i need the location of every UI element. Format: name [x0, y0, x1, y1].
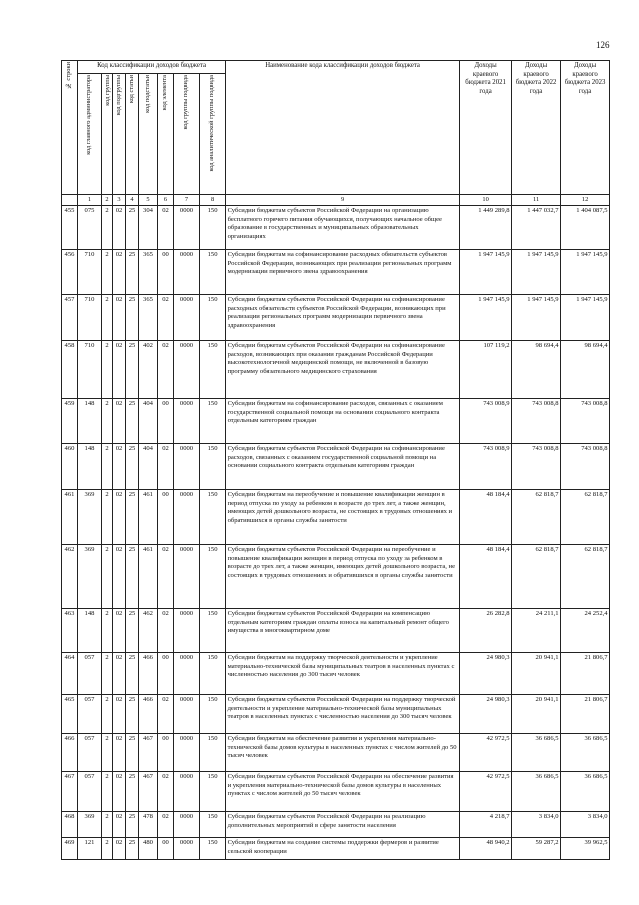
- cell-article-code: 25: [126, 545, 139, 609]
- cell-subgroup-code: 02: [113, 545, 126, 609]
- cell-income-2021: 743 008,9: [460, 399, 512, 444]
- cell-group-code: 2: [102, 206, 113, 250]
- cell-subarticle-code: 304: [139, 206, 158, 250]
- cell-income-2023: 21 806,7: [561, 653, 610, 695]
- cell-element-code: 00: [158, 250, 174, 295]
- column-number-blank: [62, 195, 78, 206]
- cell-element-code: 00: [158, 399, 174, 444]
- cell-income-2021: 4 218,7: [460, 812, 512, 838]
- cell-analytic-code: 150: [200, 838, 226, 860]
- cell-income-2021: 48 184,4: [460, 490, 512, 545]
- cell-group-code: 2: [102, 772, 113, 812]
- cell-analytic-code: 150: [200, 609, 226, 653]
- cell-subarticle-code: 402: [139, 341, 158, 399]
- header-row-number: № строки: [62, 61, 78, 195]
- cell-article-code: 25: [126, 812, 139, 838]
- cell-analytic-code: 150: [200, 490, 226, 545]
- cell-group-code: 2: [102, 734, 113, 772]
- cell-name: Субсидии бюджетам на переобучение и повышение квалификации женщин в период отпуска по уходу за ребенком в возрасте до трех лет, а также женщин, имеющих детей дошкольного возраста, не состоящих в трудовых отношениях и обратившихся в органы службы занятости: [226, 490, 460, 545]
- cell-name: Субсидии бюджетам на обеспечение развития и укрепления материально-технической базы домов культуры в населенных пунктах с числом жителей до 50 тысяч человек: [226, 734, 460, 772]
- cell-name: Субсидии бюджетам на софинансирование расходов, связанных с оказанием государственной социальной помощи на основании социального контракта отдельным категориям граждан: [226, 399, 460, 444]
- cell-group-code: 2: [102, 399, 113, 444]
- cell-income-2023: 743 008,8: [561, 444, 610, 490]
- cell-row-number: 455: [62, 206, 78, 250]
- cell-income-2023: 36 686,5: [561, 734, 610, 772]
- table-row: [62, 444, 610, 490]
- cell-admin-code: 075: [78, 206, 102, 250]
- cell-admin-code: 057: [78, 734, 102, 772]
- cell-admin-code: 121: [78, 838, 102, 860]
- table-row: [62, 545, 610, 609]
- cell-admin-code: 148: [78, 444, 102, 490]
- cell-name: Субсидии бюджетам субъектов Российской Федерации на софинансирование расходов, связанных с оказанием государственной социальной помощи на основании социального контракта отдельным категориям граждан: [226, 444, 460, 490]
- cell-subarticle-code: 478: [139, 812, 158, 838]
- cell-subtype-code: 0000: [174, 490, 200, 545]
- header-code-analytic-group: код аналитической группы подвида: [200, 74, 226, 195]
- cell-name: Субсидии бюджетам субъектов Российской Федерации на компенсацию отдельным категориям граждан оплаты взноса на капитальный ремонт общего имущества в многоквартирном доме: [226, 609, 460, 653]
- cell-subtype-code: 0000: [174, 772, 200, 812]
- cell-element-code: 02: [158, 609, 174, 653]
- cell-element-code: 02: [158, 545, 174, 609]
- cell-subgroup-code: 02: [113, 734, 126, 772]
- cell-subarticle-code: 467: [139, 772, 158, 812]
- cell-income-2023: 39 962,5: [561, 838, 610, 860]
- cell-analytic-code: 150: [200, 295, 226, 341]
- cell-subgroup-code: 02: [113, 838, 126, 860]
- cell-group-code: 2: [102, 444, 113, 490]
- cell-group-code: 2: [102, 295, 113, 341]
- cell-income-2021: 26 282,8: [460, 609, 512, 653]
- cell-analytic-code: 150: [200, 206, 226, 250]
- header-income-2022: Доходы краевого бюджета 2022 года: [512, 61, 561, 195]
- header-code-element: код элемента: [158, 74, 174, 195]
- column-number: 8: [200, 195, 226, 206]
- cell-analytic-code: 150: [200, 250, 226, 295]
- cell-name: Субсидии бюджетам субъектов Российской Федерации на организацию бесплатного горячего питания обучающихся, получающих начальное общее образование в государственных и муниципальных образовательных организациях: [226, 206, 460, 250]
- cell-article-code: 25: [126, 772, 139, 812]
- cell-row-number: 461: [62, 490, 78, 545]
- cell-income-2022: 20 941,1: [512, 695, 561, 734]
- cell-income-2022: 98 694,4: [512, 341, 561, 399]
- cell-analytic-code: 150: [200, 734, 226, 772]
- cell-income-2021: 48 184,4: [460, 545, 512, 609]
- cell-income-2021: 42 972,5: [460, 772, 512, 812]
- cell-admin-code: 057: [78, 653, 102, 695]
- cell-subgroup-code: 02: [113, 250, 126, 295]
- cell-subgroup-code: 02: [113, 653, 126, 695]
- cell-income-2022: 1 447 032,7: [512, 206, 561, 250]
- cell-name: Субсидии бюджетам на поддержку творческой деятельности и укрепление материально-технической базы муниципальных театров в населенных пунктах с численностью населения до 300 тысяч человек: [226, 653, 460, 695]
- cell-income-2023: 3 834,0: [561, 812, 610, 838]
- table-row: [62, 695, 610, 734]
- cell-group-code: 2: [102, 609, 113, 653]
- cell-article-code: 25: [126, 838, 139, 860]
- cell-subtype-code: 0000: [174, 545, 200, 609]
- cell-income-2021: 107 119,2: [460, 341, 512, 399]
- cell-income-2023: 1 947 145,9: [561, 250, 610, 295]
- cell-article-code: 25: [126, 250, 139, 295]
- cell-subgroup-code: 02: [113, 399, 126, 444]
- cell-income-2023: 36 686,5: [561, 772, 610, 812]
- cell-income-2022: 62 818,7: [512, 490, 561, 545]
- page-number: 126: [596, 40, 610, 50]
- column-number: 5: [139, 195, 158, 206]
- cell-subgroup-code: 02: [113, 812, 126, 838]
- cell-element-code: 00: [158, 734, 174, 772]
- cell-income-2022: 743 008,8: [512, 444, 561, 490]
- column-number: 9: [226, 195, 460, 206]
- cell-subtype-code: 0000: [174, 838, 200, 860]
- cell-name: Субсидии бюджетам на создание системы поддержки фермеров и развитие сельской кооперации: [226, 838, 460, 860]
- cell-income-2023: 21 806,7: [561, 695, 610, 734]
- cell-element-code: 00: [158, 838, 174, 860]
- cell-article-code: 25: [126, 399, 139, 444]
- budget-revenue-table: [61, 60, 610, 860]
- cell-admin-code: 710: [78, 295, 102, 341]
- cell-element-code: 02: [158, 206, 174, 250]
- cell-element-code: 02: [158, 772, 174, 812]
- cell-admin-code: 148: [78, 399, 102, 444]
- cell-subarticle-code: 365: [139, 295, 158, 341]
- cell-group-code: 2: [102, 653, 113, 695]
- cell-income-2021: 743 008,9: [460, 444, 512, 490]
- cell-income-2022: 20 941,1: [512, 653, 561, 695]
- cell-income-2021: 1 449 289,8: [460, 206, 512, 250]
- cell-subtype-code: 0000: [174, 734, 200, 772]
- cell-article-code: 25: [126, 609, 139, 653]
- cell-income-2021: 24 980,3: [460, 653, 512, 695]
- table-row: [62, 609, 610, 653]
- cell-row-number: 467: [62, 772, 78, 812]
- cell-subtype-code: 0000: [174, 250, 200, 295]
- table-row: [62, 653, 610, 695]
- cell-income-2023: 62 818,7: [561, 545, 610, 609]
- cell-element-code: 00: [158, 653, 174, 695]
- cell-element-code: 00: [158, 490, 174, 545]
- cell-admin-code: 369: [78, 490, 102, 545]
- cell-subtype-code: 0000: [174, 695, 200, 734]
- cell-subgroup-code: 02: [113, 295, 126, 341]
- cell-income-2021: 24 980,3: [460, 695, 512, 734]
- cell-income-2022: 1 947 145,9: [512, 295, 561, 341]
- cell-group-code: 2: [102, 812, 113, 838]
- cell-income-2021: 48 940,2: [460, 838, 512, 860]
- cell-group-code: 2: [102, 490, 113, 545]
- header-code-group-col: код группы: [102, 74, 113, 195]
- cell-income-2021: 1 947 145,9: [460, 250, 512, 295]
- cell-name: Субсидии бюджетам субъектов Российской Федерации на софинансирование расходных обязательств субъектов Российской Федерации, возникающих при реализации региональных программ модернизации первичного звена здравоохранения: [226, 295, 460, 341]
- cell-article-code: 25: [126, 653, 139, 695]
- cell-group-code: 2: [102, 250, 113, 295]
- cell-row-number: 463: [62, 609, 78, 653]
- cell-income-2022: 24 211,1: [512, 609, 561, 653]
- cell-row-number: 457: [62, 295, 78, 341]
- column-number: 10: [460, 195, 512, 206]
- table-row: [62, 399, 610, 444]
- cell-analytic-code: 150: [200, 399, 226, 444]
- cell-income-2023: 1 947 145,9: [561, 295, 610, 341]
- cell-article-code: 25: [126, 444, 139, 490]
- cell-income-2021: 42 972,5: [460, 734, 512, 772]
- cell-analytic-code: 150: [200, 812, 226, 838]
- cell-admin-code: 369: [78, 812, 102, 838]
- table-row: [62, 250, 610, 295]
- cell-row-number: 456: [62, 250, 78, 295]
- header-name: Наименование кода классификации доходов бюджета: [226, 61, 460, 195]
- cell-subgroup-code: 02: [113, 695, 126, 734]
- column-number: 4: [126, 195, 139, 206]
- cell-row-number: 462: [62, 545, 78, 609]
- cell-analytic-code: 150: [200, 444, 226, 490]
- cell-subtype-code: 0000: [174, 341, 200, 399]
- header-code-group: Код классификации доходов бюджета: [78, 61, 226, 74]
- cell-admin-code: 369: [78, 545, 102, 609]
- cell-analytic-code: 150: [200, 341, 226, 399]
- cell-admin-code: 057: [78, 695, 102, 734]
- cell-article-code: 25: [126, 341, 139, 399]
- cell-name: Субсидии бюджетам субъектов Российской Федерации на обеспечение развития и укрепления материально-технической базы домов культуры в населенных пунктах с числом жителей до 50 тысяч человек: [226, 772, 460, 812]
- cell-name: Субсидии бюджетам субъектов Российской Федерации на переобучение и повышение квалификации женщин в период отпуска по уходу за ребенком в возрасте до трех лет, а также женщин, имеющих детей дошкольного возраста, не состоящих в трудовых отношениях и обратившихся в органы службы занятости: [226, 545, 460, 609]
- cell-subarticle-code: 466: [139, 695, 158, 734]
- cell-admin-code: 710: [78, 341, 102, 399]
- cell-subtype-code: 0000: [174, 609, 200, 653]
- column-number: 12: [561, 195, 610, 206]
- cell-income-2022: 62 818,7: [512, 545, 561, 609]
- cell-income-2022: 59 287,2: [512, 838, 561, 860]
- cell-element-code: 02: [158, 295, 174, 341]
- header-code-article: код статьи: [126, 74, 139, 195]
- cell-income-2023: 98 694,4: [561, 341, 610, 399]
- cell-row-number: 459: [62, 399, 78, 444]
- cell-row-number: 465: [62, 695, 78, 734]
- cell-subtype-code: 0000: [174, 399, 200, 444]
- cell-subtype-code: 0000: [174, 812, 200, 838]
- cell-income-2022: 36 686,5: [512, 734, 561, 772]
- cell-income-2021: 1 947 145,9: [460, 295, 512, 341]
- cell-subarticle-code: 404: [139, 399, 158, 444]
- cell-analytic-code: 150: [200, 695, 226, 734]
- cell-analytic-code: 150: [200, 653, 226, 695]
- cell-row-number: 466: [62, 734, 78, 772]
- header-income-2023: Доходы краевого бюджета 2023 года: [561, 61, 610, 195]
- header-code-subgroup: код подгруппы: [113, 74, 126, 195]
- table-row: [62, 734, 610, 772]
- column-number: 6: [158, 195, 174, 206]
- cell-row-number: 458: [62, 341, 78, 399]
- cell-row-number: 464: [62, 653, 78, 695]
- cell-subarticle-code: 461: [139, 545, 158, 609]
- cell-analytic-code: 150: [200, 772, 226, 812]
- column-number: 1: [78, 195, 102, 206]
- cell-income-2023: 62 818,7: [561, 490, 610, 545]
- cell-row-number: 460: [62, 444, 78, 490]
- cell-article-code: 25: [126, 295, 139, 341]
- cell-income-2023: 24 252,4: [561, 609, 610, 653]
- table-row: [62, 206, 610, 250]
- header-code-subtype-group: код группы подвида: [174, 74, 200, 195]
- cell-subgroup-code: 02: [113, 609, 126, 653]
- cell-subtype-code: 0000: [174, 295, 200, 341]
- column-number-row: [62, 195, 610, 206]
- cell-article-code: 25: [126, 734, 139, 772]
- cell-income-2022: 743 008,8: [512, 399, 561, 444]
- cell-admin-code: 148: [78, 609, 102, 653]
- cell-subarticle-code: 404: [139, 444, 158, 490]
- cell-name: Субсидии бюджетам субъектов Российской Федерации на поддержку творческой деятельности и укрепление материально-технической базы муниципальных театров в населенных пунктах с численностью населения до 300 тысяч человек: [226, 695, 460, 734]
- cell-article-code: 25: [126, 490, 139, 545]
- cell-income-2022: 1 947 145,9: [512, 250, 561, 295]
- cell-group-code: 2: [102, 838, 113, 860]
- table-row: [62, 490, 610, 545]
- header-code-admin: код главного администратора: [78, 74, 102, 195]
- table-row: [62, 295, 610, 341]
- cell-subgroup-code: 02: [113, 206, 126, 250]
- cell-analytic-code: 150: [200, 545, 226, 609]
- cell-group-code: 2: [102, 695, 113, 734]
- cell-group-code: 2: [102, 341, 113, 399]
- cell-subgroup-code: 02: [113, 490, 126, 545]
- cell-income-2022: 36 686,5: [512, 772, 561, 812]
- cell-subtype-code: 0000: [174, 653, 200, 695]
- cell-subarticle-code: 461: [139, 490, 158, 545]
- cell-admin-code: 710: [78, 250, 102, 295]
- table-row: [62, 838, 610, 860]
- table-row: [62, 341, 610, 399]
- cell-subarticle-code: 365: [139, 250, 158, 295]
- cell-row-number: 468: [62, 812, 78, 838]
- header-income-2021: Доходы краевого бюджета 2021 года: [460, 61, 512, 195]
- cell-article-code: 25: [126, 206, 139, 250]
- cell-element-code: 02: [158, 812, 174, 838]
- cell-group-code: 2: [102, 545, 113, 609]
- cell-subarticle-code: 462: [139, 609, 158, 653]
- column-number: 2: [102, 195, 113, 206]
- cell-admin-code: 057: [78, 772, 102, 812]
- table-row: [62, 812, 610, 838]
- cell-article-code: 25: [126, 695, 139, 734]
- table-row: [62, 772, 610, 812]
- cell-income-2022: 3 834,0: [512, 812, 561, 838]
- cell-row-number: 469: [62, 838, 78, 860]
- cell-subtype-code: 0000: [174, 444, 200, 490]
- column-number: 3: [113, 195, 126, 206]
- column-number: 7: [174, 195, 200, 206]
- cell-element-code: 02: [158, 444, 174, 490]
- cell-subgroup-code: 02: [113, 772, 126, 812]
- cell-subarticle-code: 466: [139, 653, 158, 695]
- cell-subarticle-code: 480: [139, 838, 158, 860]
- cell-income-2023: 743 008,8: [561, 399, 610, 444]
- cell-subgroup-code: 02: [113, 341, 126, 399]
- cell-subtype-code: 0000: [174, 206, 200, 250]
- cell-subgroup-code: 02: [113, 444, 126, 490]
- cell-income-2023: 1 404 087,5: [561, 206, 610, 250]
- cell-name: Субсидии бюджетам субъектов Российской Федерации на реализацию дополнительных мероприятий в сфере занятости населения: [226, 812, 460, 838]
- cell-name: Субсидии бюджетам субъектов Российской Федерации на софинансирование расходов, возникающих при оказании гражданам Российской Федерации высокотехнологичной медицинской помощи, не включенной в базовую программу обязательного медицинского страхования: [226, 341, 460, 399]
- header-code-subarticle: код подстатьи: [139, 74, 158, 195]
- cell-subarticle-code: 467: [139, 734, 158, 772]
- cell-element-code: 02: [158, 695, 174, 734]
- column-number: 11: [512, 195, 561, 206]
- cell-name: Субсидии бюджетам на софинансирование расходных обязательств субъектов Российской Федерации, возникающих при реализации региональных программ модернизации первичного звена здравоохранения: [226, 250, 460, 295]
- cell-element-code: 02: [158, 341, 174, 399]
